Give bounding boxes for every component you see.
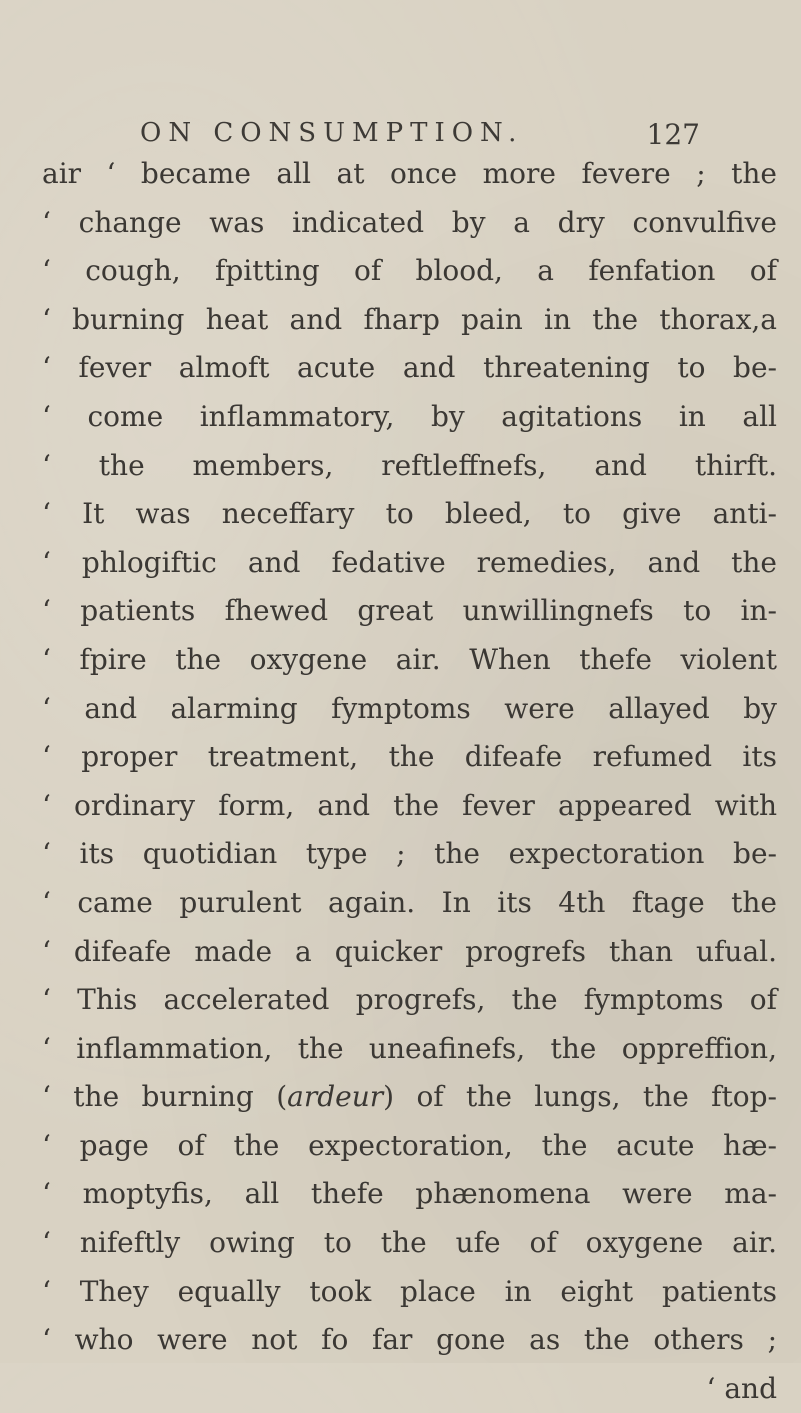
text-line: ‘ nifeftly owing to the ufe of oxygene air.	[42, 1226, 777, 1260]
catchword: ‘ and	[706, 1371, 777, 1405]
text-line: ‘ and alarming fymptoms were allayed by	[42, 691, 777, 725]
text-line: ‘ came purulent again. In its 4th ftage the	[42, 885, 777, 919]
italic-word: ardeur	[287, 1080, 384, 1114]
text-line: ‘ the members, reftleffnefs, and thirft.	[42, 448, 777, 482]
text-line: ‘ cough, fpitting of blood, a fenfation of	[42, 254, 777, 288]
text-line: ‘ phlogiftic and fedative remedies, and the	[42, 545, 777, 579]
body-text	[42, 150, 777, 1413]
text-line: ‘ fever almoft acute and threatening to be-	[42, 351, 777, 385]
text-line: air ‘ became all at once more fevere ; the	[42, 157, 777, 190]
text-line: ‘ who were not fo far gone as the others ;	[42, 1323, 777, 1357]
text-line: ‘ inflammation, the uneafinefs, the oppreffion,	[42, 1031, 777, 1065]
running-title: ON CONSUMPTION.	[140, 118, 524, 148]
text-line: ‘ come inflammatory, by agitations in all	[42, 399, 777, 433]
text-line: ‘ ordinary form, and the fever appeared with	[42, 788, 777, 822]
text-line: ‘ patients fhewed great unwillingnefs to in-	[42, 594, 777, 628]
text-line: ‘ burning heat and fharp pain in the thorax,a	[42, 302, 777, 336]
text-line: ‘ moptyfis, all thefe phænomena were ma-	[42, 1177, 777, 1211]
text-line: ‘ change was indicated by a dry convulfive	[42, 205, 777, 239]
text-line: ‘ It was neceffary to bleed, to give anti-	[42, 497, 777, 531]
text-line: ‘ difeafe made a quicker progrefs than ufual.	[42, 934, 777, 968]
text-line: ‘ fpire the oxygene air. When thefe violent	[42, 642, 777, 676]
text-line: ‘ proper treatment, the difeafe refumed its	[42, 740, 777, 774]
page-number: 127	[646, 118, 700, 151]
text-line: ‘ page of the expectoration, the acute hæ-	[42, 1128, 777, 1162]
text-line: ‘ the burning (ardeur) of the lungs, the ftop-	[42, 1080, 778, 1114]
text-line: ‘ This accelerated progrefs, the fymptoms of	[42, 983, 777, 1017]
text-line: ‘ They equally took place in eight patients	[42, 1274, 777, 1308]
text-line: ‘ its quotidian type ; the expectoration be-	[42, 837, 777, 871]
